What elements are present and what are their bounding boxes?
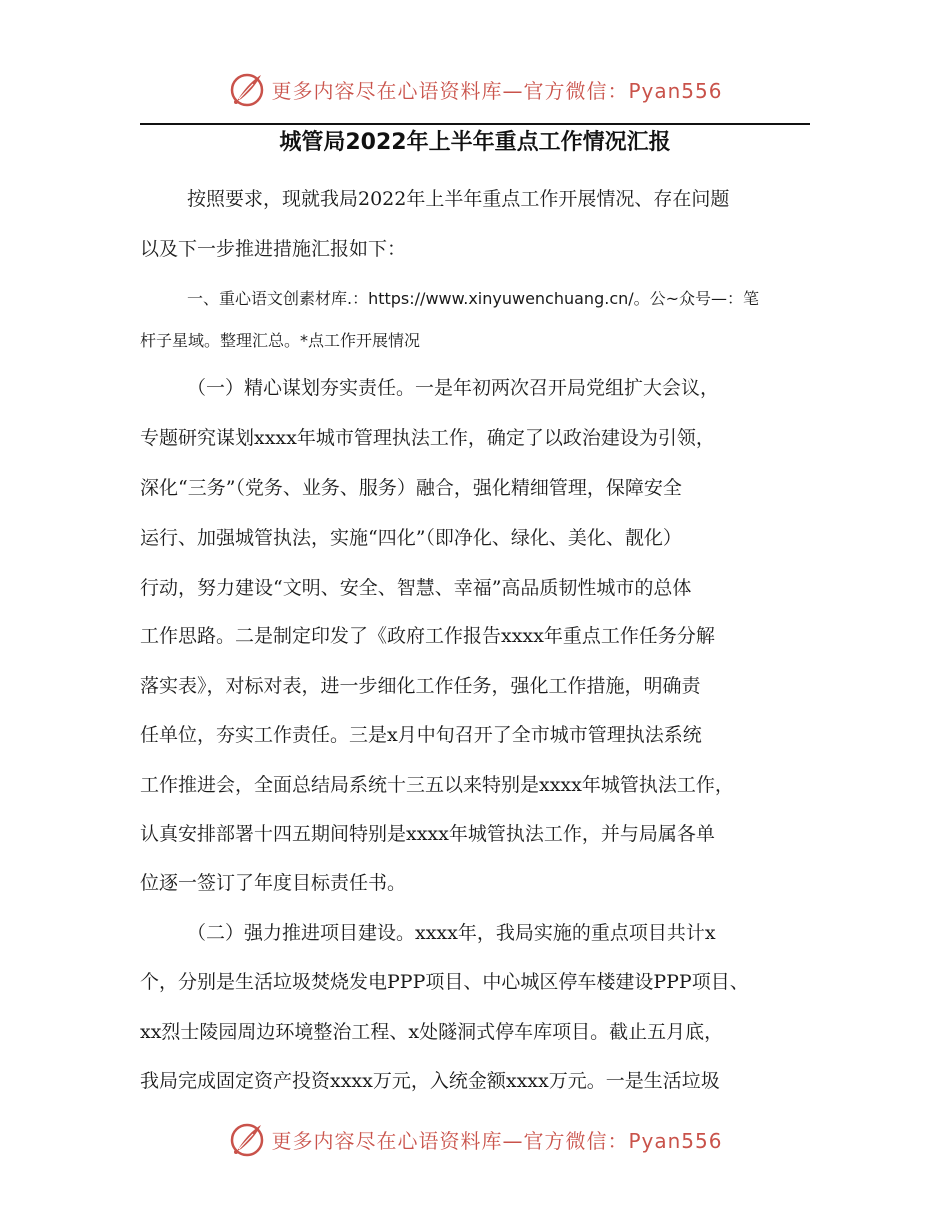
header-banner <box>0 66 950 112</box>
body-line: 深化“三务”（党务、业务、服务）融合，强化精细管理，保障安全 <box>140 477 682 499</box>
header-rule <box>140 123 810 125</box>
body-line: 认真安排部署十四五期间特别是xxxx年城管执法工作，并与局属各单 <box>140 823 715 845</box>
quill-pen-logo-icon <box>227 1119 267 1159</box>
body-line: 以及下一步推进措施汇报如下： <box>140 238 407 260</box>
quill-pen-logo-icon <box>227 69 267 109</box>
body-line: xx烈士陵园周边环境整治工程、x处隧洞式停车库项目。截止五月底， <box>140 1021 724 1043</box>
body-line: 杆子星域。整理汇总。*点工作开展情况 <box>140 331 421 350</box>
body-line: （二）强力推进项目建设。xxxx年，我局实施的重点项目共计x <box>187 922 716 944</box>
body-line: 专题研究谋划xxxx年城市管理执法工作，确定了以政治建设为引领， <box>140 427 715 449</box>
body-line: 位逐一签订了年度目标责任书。 <box>140 872 407 894</box>
body-line: 一、重心语文创素材库.：https://www.xinyuwenchuang.cn/。公~众号—：笔 <box>187 289 760 308</box>
body-line: 运行、加强城管执法，实施“四化”（即净化、绿化、美化、靓化） <box>140 527 682 549</box>
page-title: 城管局2022年上半年重点工作情况汇报 <box>279 130 671 155</box>
header-banner-text: 更多内容尽在心语资料库—官方微信：Pyan556 <box>271 78 723 103</box>
body-line: 个，分别是生活垃圾焚烧发电PPP项目、中心城区停车楼建设PPP项目、 <box>140 971 749 993</box>
body-line: 按照要求，现就我局2022年上半年重点工作开展情况、存在问题 <box>187 188 730 210</box>
footer-banner <box>0 1116 950 1162</box>
body-line: （一）精心谋划夯实责任。一是年初两次召开局党组扩大会议， <box>187 377 720 399</box>
body-line: 任单位，夯实工作责任。三是x月中旬召开了全市城市管理执法系统 <box>140 724 702 746</box>
footer-banner-text: 更多内容尽在心语资料库—官方微信：Pyan556 <box>271 1128 723 1153</box>
body-line: 我局完成固定资产投资xxxx万元，入统金额xxxx万元。一是生活垃圾 <box>140 1070 720 1092</box>
body-line: 工作推进会，全面总结局系统十三五以来特别是xxxx年城管执法工作， <box>140 774 734 796</box>
body-line: 工作思路。二是制定印发了《政府工作报告xxxx年重点工作任务分解 <box>140 625 715 647</box>
body-line: 行动，努力建设“文明、安全、智慧、幸福”高品质韧性城市的总体 <box>140 577 692 599</box>
body-line: 落实表》，对标对表，进一步细化工作任务，强化工作措施，明确责 <box>140 675 701 697</box>
